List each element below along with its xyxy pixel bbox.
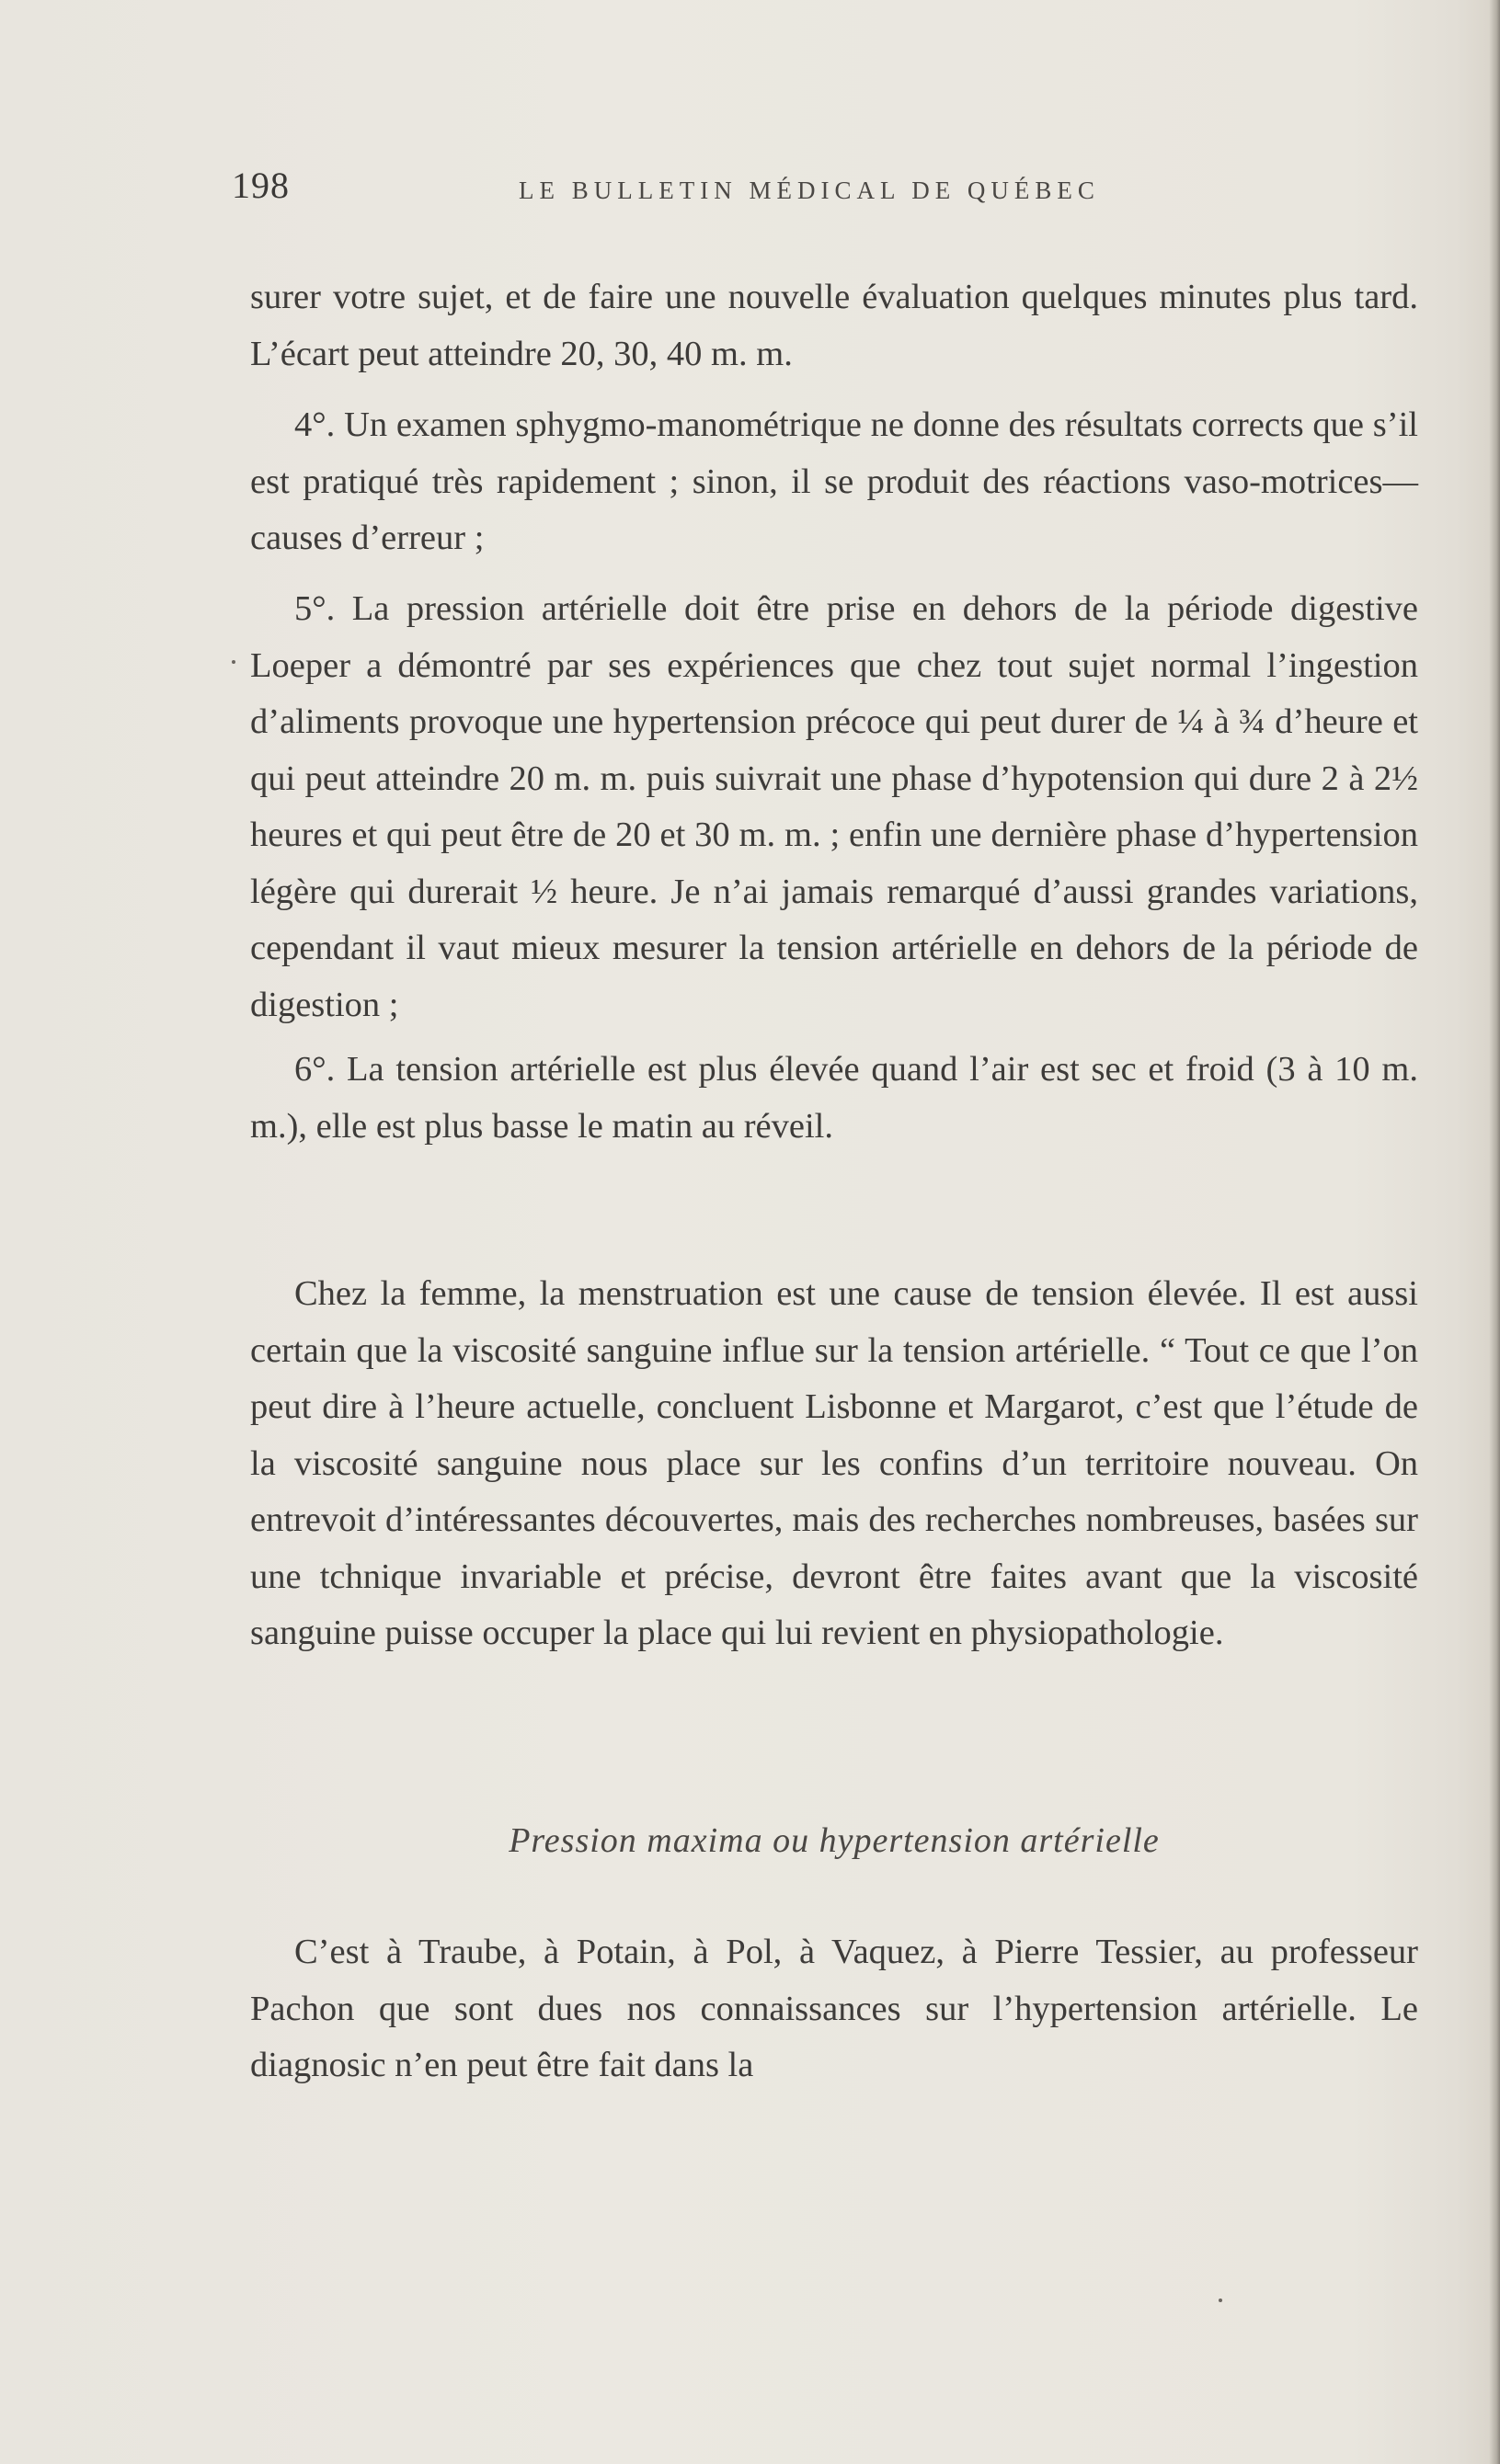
paragraph-hypertension [250, 1924, 1418, 2094]
paper-speck [1219, 2299, 1222, 2302]
paragraph-text: Chez la femme, la menstruation est une cause de tension élevée. Il est aussi certain que la viscosité sanguine influe sur la tension artérielle. “ Tout ce que l’on peut dire à l’heure actuelle, concluent Lisbonne et Margarot, c’est que l’étude de la viscosité sanguine nous place sur les confins d’un territoire nouveau. On entrevoit d’intéressantes découvertes, mais des recherches nombreuses, basées sur une tchnique invariable et précise, devront être faites avant que la viscosité sanguine puisse occuper la place qui lui revient en physiopathologie. [250, 1274, 1418, 1652]
paragraph-text: surer votre sujet, et de faire une nouvelle évaluation quelques minutes plus tard. L’écart peut atteindre 20, 30, 40 m. m. [250, 278, 1418, 373]
paragraph-text: 6°. La tension artérielle est plus élevée quand l’air est sec et froid (3 à 10 m. m.), elle est plus basse le matin au réveil. [250, 1050, 1418, 1146]
paragraph-continuation [250, 269, 1418, 382]
paragraph-viscosity [250, 1266, 1418, 1662]
paragraph-item-5 [250, 581, 1418, 1033]
paragraph-item-6 [250, 1042, 1418, 1155]
page-edge-shadow [1489, 0, 1500, 2464]
paragraph-item-4 [250, 397, 1418, 567]
paper-speck [232, 660, 235, 664]
paragraph-text: 5°. La pression artérielle doit être prise en dehors de la période digestive Loeper a démontré par ses expériences que chez tout sujet normal l’ingestion d’aliments provoque une hypertension précoce qui peut durer de ¼ à ¾ d’heure et qui peut atteindre 20 m. m. puis suivrait une phase d’hypotension qui dure 2 à 2½ heures et qui peut être de 20 et 30 m. m. ; enfin une dernière phase d’hypertension légère qui durerait ½ heure. Je n’ai jamais remarqué d’aussi grandes variations, cependant il vaut mieux mesurer la tension artérielle en dehors de la période de digestion ; [250, 589, 1418, 1024]
page-number: 198 [232, 165, 290, 206]
running-head [232, 164, 1197, 210]
section-heading: Pression maxima ou hypertension artérielle [509, 1821, 1160, 1860]
paragraph-text: 4°. Un examen sphygmo-manométrique ne donne des résultats corrects que s’il est pratiqué très rapidement ; sinon, il se produit des réactions vaso-motrices—causes d’erreur ; [250, 405, 1418, 557]
paragraph-text: C’est à Traube, à Potain, à Pol, à Vaquez, à Pierre Tessier, au professeur Pachon que sont dues nos connaissances sur l’hypertension artérielle. Le diagnosic n’en peut être fait dans la [250, 1933, 1418, 2084]
journal-title: LE BULLETIN MÉDICAL DE QUÉBEC [519, 177, 1100, 204]
